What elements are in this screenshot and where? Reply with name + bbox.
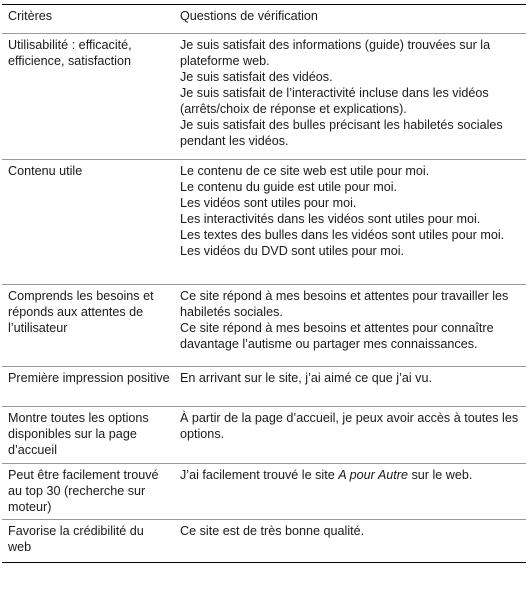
table-header-row [2, 5, 526, 34]
criterion-cell: Montre toutes les options disponibles sur la page d’accueil [8, 411, 149, 457]
question-text-before: J’ai facilement trouvé le site [180, 468, 339, 482]
criterion-cell: Peut être facilement trouvé au top 30 (recherche sur moteur) [8, 468, 159, 514]
question-text-after: sur le web. [407, 468, 473, 482]
question-line: Les interactivités dans les vidéos sont utiles pour moi. [180, 212, 481, 226]
site-name-italic: A pour Autre [338, 468, 408, 482]
question-line: En arrivant sur le site, j’ai aimé ce que j’ai vu. [180, 371, 432, 385]
question-line: Je suis satisfait des informations (guide) trouvées sur la plateforme web. [180, 38, 491, 68]
table-row [2, 464, 526, 520]
question-line: Le contenu de ce site web est utile pour moi. [180, 164, 430, 178]
questions-cell [174, 285, 526, 366]
criterion-cell: Contenu utile [8, 164, 83, 178]
verification-criteria-table [2, 4, 526, 563]
question-line: Ce site répond à mes besoins et attentes pour travailler les habiletés sociales. [180, 289, 509, 319]
question-line: Je suis satisfait des vidéos. [180, 70, 333, 84]
question-line: Les vidéos sont utiles pour moi. [180, 196, 357, 210]
question-line: Le contenu du guide est utile pour moi. [180, 180, 398, 194]
question-line: À partir de la page d’accueil, je peux avoir accès à toutes les options. [180, 411, 519, 441]
question-line: Je suis satisfait de l’interactivité incluse dans les vidéos (arrêts/choix de réponse et explications). [180, 86, 489, 116]
questions-column-header: Questions de vérification [180, 9, 318, 23]
questions-cell [174, 367, 526, 406]
criterion-cell: Comprends les besoins et réponds aux attentes de l’utilisateur [8, 289, 154, 335]
question-line: Les vidéos du DVD sont utiles pour moi. [180, 244, 405, 258]
questions-cell [174, 407, 526, 463]
questions-cell [174, 520, 526, 562]
criterion-cell: Favorise la crédibilité du web [8, 524, 144, 554]
question-line: Ce site est de très bonne qualité. [180, 524, 365, 538]
table-row [2, 520, 526, 562]
criteria-column-header: Critères [8, 9, 53, 23]
questions-cell [174, 464, 526, 519]
criterion-cell: Première impression positive [8, 371, 170, 385]
table-row [2, 34, 526, 160]
questions-cell [174, 34, 526, 159]
table-row [2, 160, 526, 285]
table-row [2, 407, 526, 464]
questions-cell [174, 160, 526, 284]
question-line: Ce site répond à mes besoins et attentes pour connaître davantage l’autisme ou partager mes connaissances. [180, 321, 494, 351]
question-line: Je suis satisfait des bulles précisant les habiletés sociales pendant les vidéos. [180, 118, 503, 148]
criterion-cell: Utilisabilité : efficacité, efficience, satisfaction [8, 38, 132, 68]
question-line [180, 467, 520, 483]
table-row [2, 367, 526, 407]
table-row [2, 285, 526, 367]
question-line: Les textes des bulles dans les vidéos sont utiles pour moi. [180, 228, 505, 242]
